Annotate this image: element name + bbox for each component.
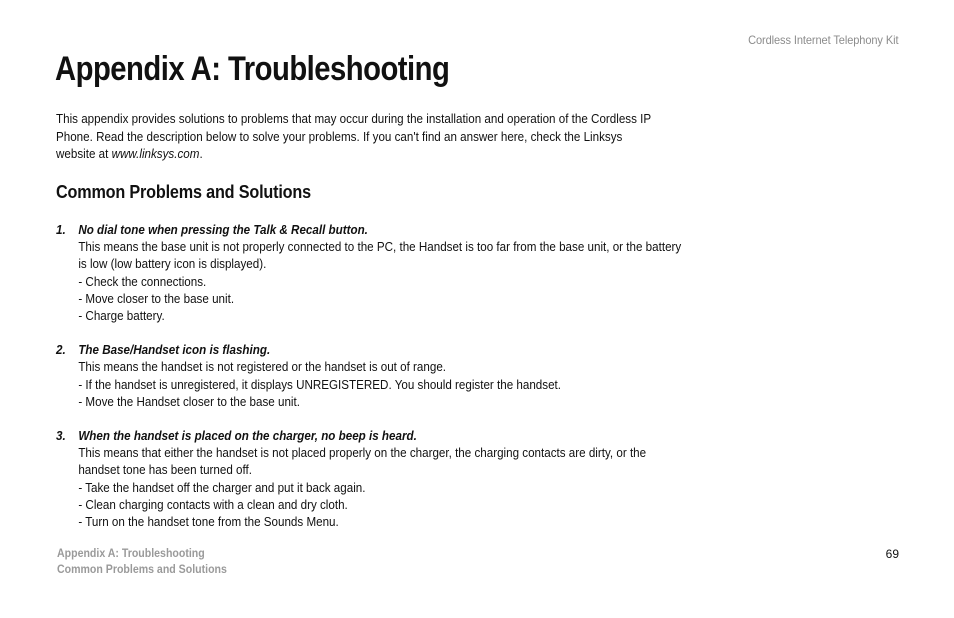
intro-paragraph: [56, 111, 661, 164]
problem-title: The Base/Handset icon is flashing.: [78, 343, 271, 358]
solution-step: - Clean charging contacts with a clean and dry cloth.: [78, 497, 348, 512]
section-heading: Common Problems and Solutions: [56, 182, 311, 202]
page-number: 69: [885, 547, 899, 561]
solution-step: - Turn on the handset tone from the Sounds Menu.: [78, 515, 339, 530]
problem-description: This means the handset is not registered or the handset is out of range.: [78, 360, 447, 375]
problem-list: [56, 222, 688, 548]
problem-number: 3.: [56, 429, 66, 444]
solution-step: - Move closer to the base unit.: [78, 291, 235, 306]
intro-text-end: .: [199, 147, 203, 161]
problem-number: 1.: [56, 223, 66, 237]
page-title: Appendix A: Troubleshooting: [55, 50, 450, 88]
solution-step: - Charge battery.: [78, 309, 165, 324]
footer-chapter: Appendix A: Troubleshooting: [57, 548, 205, 560]
solution-step: - Move the Handset closer to the base unit.: [78, 394, 300, 409]
problem-item-1: [56, 222, 688, 325]
problem-item-3: [56, 428, 688, 531]
problem-description: This means that either the handset is not placed properly on the charger, the charging contacts are dirty, or the handset tone has been turned off.: [78, 446, 647, 478]
problem-item-2: [56, 342, 688, 411]
solution-step: - If the handset is unregistered, it displays UNREGISTERED. You should register the handset.: [78, 377, 562, 392]
problem-title: No dial tone when pressing the Talk & Recall button.: [78, 223, 368, 237]
linksys-website-link[interactable]: www.linksys.com: [111, 147, 200, 161]
problem-description: This means the base unit is not properly connected to the PC, the Handset is too far from the base unit, or the battery is low (low battery icon is displayed).: [78, 240, 682, 272]
problem-title: When the handset is placed on the charger, no beep is heard.: [78, 429, 417, 444]
solution-step: - Take the handset off the charger and put it back again.: [78, 480, 366, 495]
intro-text: This appendix provides solutions to problems that may occur during the installation and operation of the Cordless IP Phone. Read the description below to solve your problems. If you can't find an answer here, check the Linksys website at: [56, 112, 651, 161]
footer-section: Common Problems and Solutions: [57, 564, 227, 576]
footer-breadcrumb: [57, 546, 227, 578]
problem-number: 2.: [56, 343, 66, 358]
header-product-name: Cordless Internet Telephony Kit: [747, 33, 898, 47]
solution-step: - Check the connections.: [78, 274, 207, 289]
